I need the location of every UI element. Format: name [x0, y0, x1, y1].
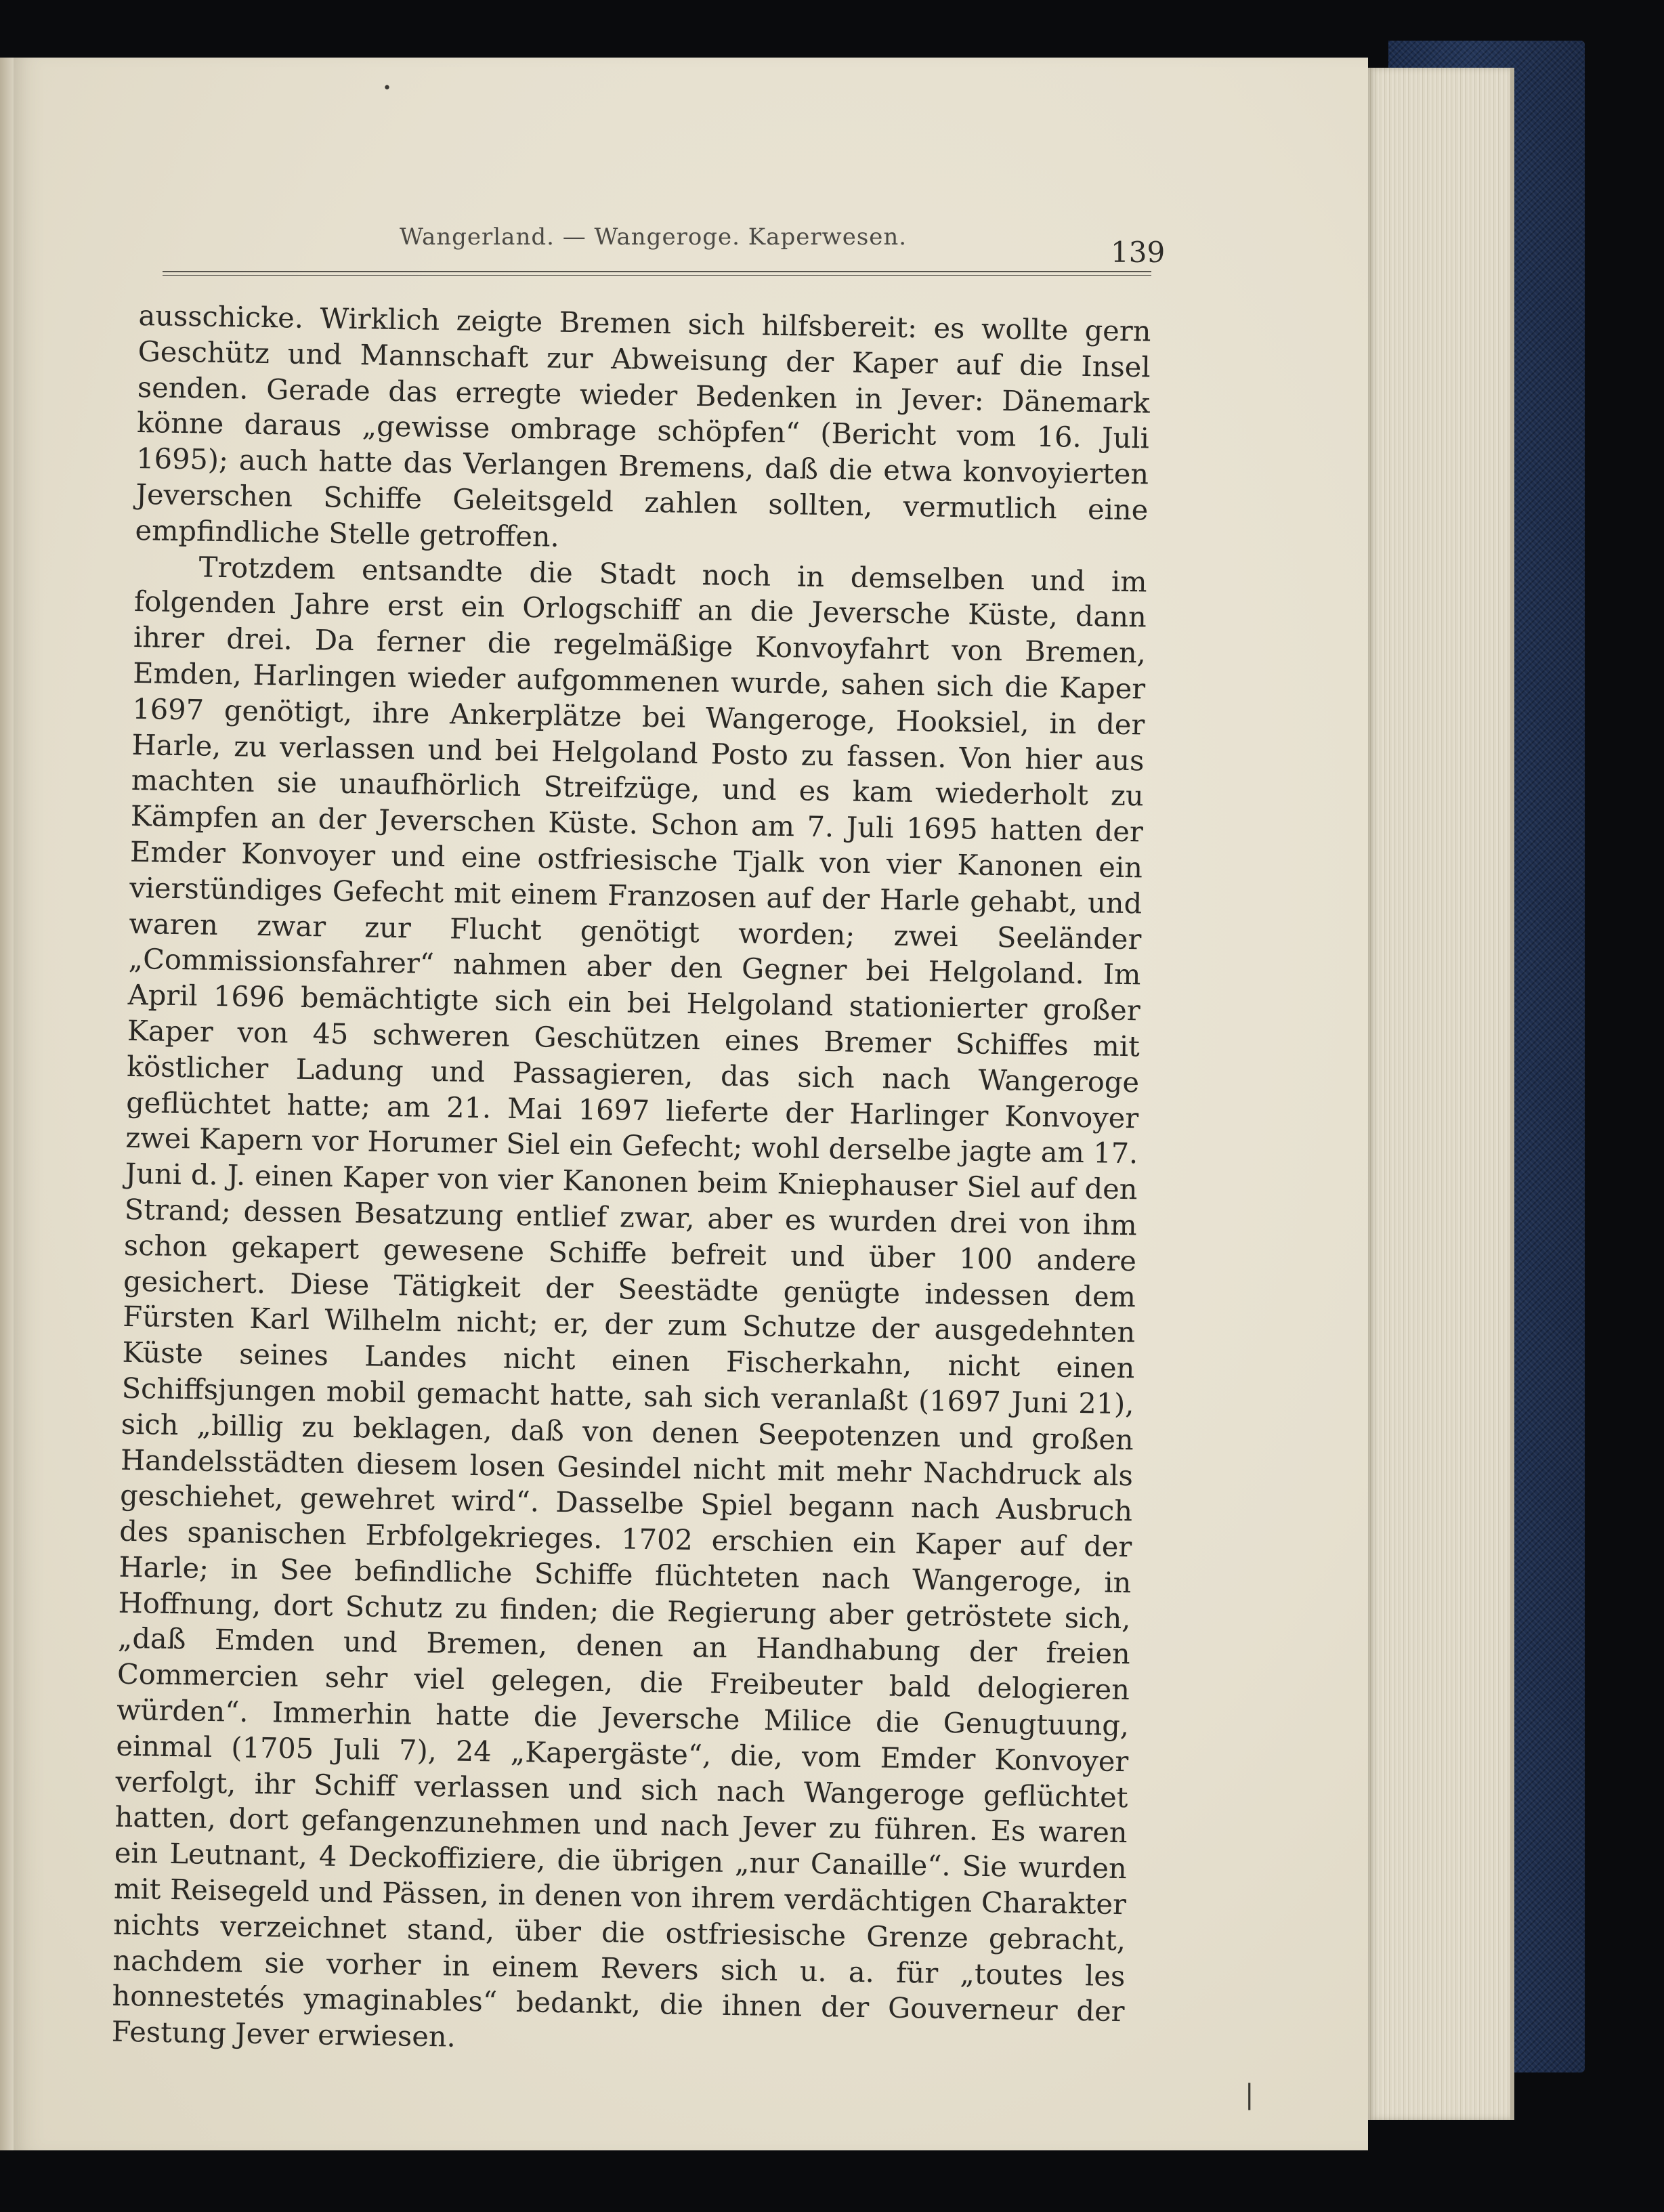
page-number: 139 [1111, 236, 1166, 269]
facing-page-edge [0, 58, 14, 2150]
running-title: Wangerland. — Wangeroge. Kaperwesen. [400, 224, 908, 251]
header-rule [163, 271, 1151, 276]
margin-mark: | [1245, 2079, 1254, 2110]
paragraph-1: ausschicke. Wirklich zeigte Bremen sich hilfsbereit: es wollte gern Geschütz und Mannschaft zur Abweisung der Kaper auf die Insel senden. Gerade das erregte wieder Bedenken in Jever: Dänemark könne daraus „gewisse ombrage schöpfen“ (Bericht vom 16. Juli 1695); auch hatte das Verlangen Bremens, daß die etwa konvoyierten Jeverschen Schiffe Geleitsgeld zahlen sollten, vermutlich eine empfindliche Stelle getroffen. [135, 298, 1151, 553]
paragraph-2: Trotzdem entsandte die Stadt noch in demselben und im folgenden Jahre erst ein Orlogschiff an die Jeversche Küste, dann ihrer drei. Da ferner die regelmäßige Konvoyfahrt von Bremen, Emden, Harlingen wieder aufgommenen wurde, sahen sich die Kaper 1697 genötigt, ihre Ankerplätze bei Wangeroge, Hooksiel, in der Harle, zu verlassen und bei Helgoland Posto zu fassen. Von hier aus machten sie unaufhörlich Streifzüge, und es kam wiederholt zu Kämpfen an der Jeverschen Küste. Schon am 7. Juli 1695 hatten der Emder Konvoyer und eine ostfriesische Tjalk von vier Kanonen ein vierstündiges Gefecht mit einem Franzosen auf der Harle gehabt, und waren zwar zur Flucht genötigt worden; zwei Seeländer „Commissionsfahrer“ nahmen aber den Gegner bei Helgoland. Im April 1696 bemächtigte sich ein bei Helgoland stationierter großer Kaper von 45 schweren Geschützen eines Bremer Schiffes mit köstlicher Ladung und Passagieren, das sich nach Wangeroge geflüchtet hatte; am 21. Mai 1697 lieferte der Harlinger Konvoyer zwei Kapern vor Horumer Siel ein Gefecht; wohl derselbe jagte am 17. Juni d. J. einen Kaper von vier Kanonen beim Kniephauser Siel auf den Strand; dessen Besatzung entlief zwar, aber es wurden drei von ihm schon gekapert gewesene Schiffe befreit und über 100 andere gesichert. Diese Tätigkeit der Seestädte genügte indessen dem Fürsten Karl Wilhelm nicht; er, der zum Schutze der ausgedehnten Küste seines Landes nicht einen Fischerkahn, nicht einen Schiffsjungen mobil gemacht hatte, sah sich veranlaßt (1697 Juni 21), sich „billig zu beklagen, daß von denen Seepotenzen und großen Handelsstädten diesem losen Gesindel nicht mit mehr Nachdruck als geschiehet, gewehret wird“. Dasselbe Spiel begann nach Ausbruch des spanischen Erbfolgekrieges. 1702 erschien ein Kaper auf der Harle; in See befindliche Schiffe flüchteten nach Wangeroge, in Hoffnung, dort Schutz zu finden; die Regierung aber getröstete sich, „daß Emden und Bremen, denen an Handhabung der freien Commercien sehr viel gelegen, die Freibeuter bald delogieren würden“. Immerhin hatte die Jeversche Milice die Genugtuung, einmal (1705 Juli 7), 24 „Kapergäste“, die, vom Emder Konvoyer verfolgt, ihr Schiff verlassen und sich nach Wangeroge geflüchtet hatten, dort gefangenzunehmen und nach Jever zu führen. Es waren ein Leutnant, 4 Deckoffiziere, die übrigen „nur Canaille“. Sie wurden mit Reisegeld und Pässen, in denen von ihrem verdächtigen Charakter nichts verzeichnet stand, über die ostfriesische Grenze gebracht, nachdem sie vorher in einem Revers sich u. a. für „toutes les honnestetés ymaginables“ bedankt, die ihnen der Gouverneur der Festung Jever erwiesen. [111, 550, 1147, 2054]
body-text [111, 298, 1151, 2066]
page-stack-edges [1368, 68, 1514, 2120]
ink-dot: • [383, 80, 391, 97]
